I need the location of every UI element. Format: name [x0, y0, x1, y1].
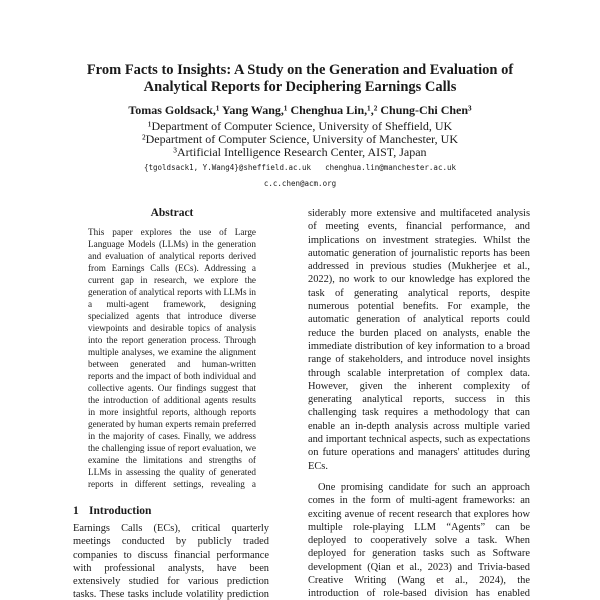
right-paragraph-1: siderably more extensive and multifaceted analysis of meeting events, financial performance, and implications on investment strategies. Whilst the automatic generation of journalistic reports has been addressed in previous studies (Mukherjee et al., 2022), no work to our knowledge has explored the task of generating analytical reports, despite numerous potential benefits. For example, the automatic generation of analytical reports could reduce the burden placed on analysts, enable the immediate distribution of key information to a broad range of stakeholders, and introduce novel insights through scalable interpretation of complex data. However, given the inherent complexity of generating analytical reports, success in this challenging task requires a methodology that can enable an in-depth analysis across multiple varied and important technical aspects, such as expectations on future operations and managers' attitudes during ECs.: [308, 208, 530, 472]
section-number: 1: [73, 505, 79, 517]
email-sheffield: {tgoldsack1, Y.Wang4}@sheffield.ac.uk: [143, 163, 312, 172]
affiliation-3: ³Artificial Intelligence Research Center, AIST, Japan: [173, 145, 427, 159]
affiliation-1: ¹Department of Computer Science, University of Sheffield, UK: [147, 119, 453, 133]
affiliation-2: ²Department of Computer Science, University of Manchester, UK: [141, 132, 459, 146]
email-line-2: [40, 179, 560, 189]
abstract-heading: Abstract: [150, 207, 194, 219]
email-aist: c.c.chen@acm.org: [263, 179, 337, 188]
email-manchester: chenghua.lin@manchester.ac.uk: [325, 163, 457, 172]
abstract-text: This paper explores the use of Large Language Models (LLMs) in the generation and evaluation of analytical reports derived from Earnings Calls (ECs). Addressing a current gap in research, we explore the generation of analytical reports with LLMs in a multi-agent framework, designing specialized agents that introduce diverse viewpoints and desirable topics of analysis into the report generation process. Through multiple analyses, we examine the alignment between generated and human-written reports and the impact of both individual and collective agents. Our findings suggest that the introduction of additional agents results in more insightful reports, although reports generated by human experts remain preferred in the majority of cases. Finally, we address the challenging issue of report evaluation, we examine the limitations and strengths of LLMs in assessing the quality of generated reports in different settings, revealing a: [88, 227, 256, 489]
section-heading-introduction: [73, 505, 273, 517]
right-paragraph-2: One promising candidate for such an approach comes in the form of multi-agent frameworks: an exciting avenue of recent research that explores how multiple role-playing LLM “Agents” can be deployed to cooperatively solve a task. When deployed for generation tasks such as Software development (Qian et al., 2023) and Trivia-based Creative Writing (Wang et al., 2024), the introduction of role-based division has enabled: [308, 481, 530, 600]
section-title: Introduction: [89, 505, 152, 517]
right-column: [308, 207, 530, 600]
email-line: [40, 163, 560, 173]
author-list: Tomas Goldsack,¹ Yang Wang,¹ Chenghua Lin,¹,² Chung-Chi Chen³: [128, 103, 472, 117]
introduction-text: Earnings Calls (ECs), critical quarterly meetings conducted by publicly traded companies to discuss financial performance with professional analysts, have been extensively studied for various prediction tasks. These tasks include volatility prediction: [73, 523, 269, 600]
paper-title: From Facts to Insights: A Study on the Generation and Evaluation of Analytical Reports for Deciphering Earnings Calls: [86, 62, 514, 95]
